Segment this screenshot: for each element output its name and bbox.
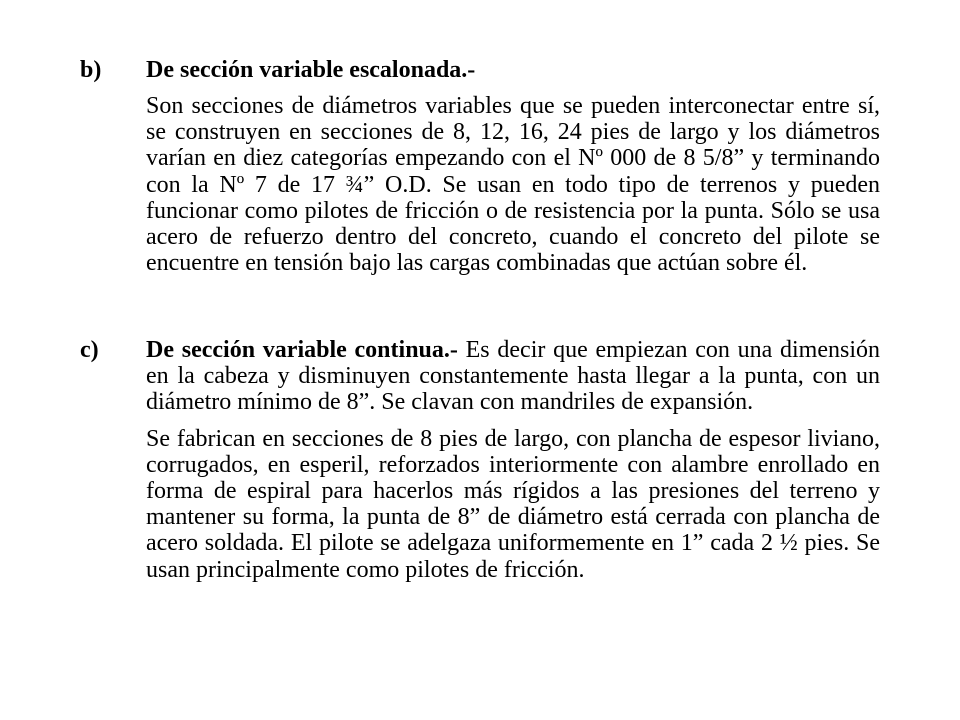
spacer [146, 83, 880, 93]
section-c-intro-paragraph [146, 337, 880, 416]
section-b-body: Son secciones de diámetros variables que se pueden interconectar entre sí, se construyen en secciones de 8, 12, 16, 24 pies de largo y los diámetros varían en diez categorías empezando con el Nº 000 de 8 5/8” y terminando con la Nº 7 de 17 ¾” O.D. Se usan en todo tipo de terrenos y pueden funcionar como pilotes de fricción o de resistencia por la punta. Sólo se usa acero de refuerzo dentro del concreto, cuando el concreto del pilote se encuentre en tensión bajo las cargas combinadas que actúan sobre él. [146, 93, 880, 277]
section-b [80, 57, 880, 276]
section-c-marker: c) [80, 337, 99, 363]
section-b-marker: b) [80, 57, 102, 83]
section-c-body: Se fabrican en secciones de 8 pies de largo, con plancha de espesor liviano, corrugados, en esperil, reforzados interiormente con alambre enrollado en forma de espiral para hacerlos más rígidos a las presiones del terreno y mantener su forma, la punta de 8” de diámetro está cerrada con plancha de acero soldada. El pilote se adelgaza uniformemente en 1” cada 2 ½ pies. Se usan principalmente como pilotes de fricción. [146, 425, 880, 583]
section-b-title: De sección variable escalonada.- [146, 57, 476, 83]
section-b-content [146, 57, 880, 276]
section-c-content [146, 337, 880, 583]
section-c [80, 337, 880, 583]
section-c-title: De sección variable continua.- [146, 337, 458, 363]
section-c-intro: Es decir que empiezan con una dimensión en la cabeza y disminuyen constantemente hasta llegar a la punta, con un diámetro mínimo de 8”. Se clavan con mandriles de expansión. [146, 337, 880, 416]
spacer [146, 416, 880, 426]
